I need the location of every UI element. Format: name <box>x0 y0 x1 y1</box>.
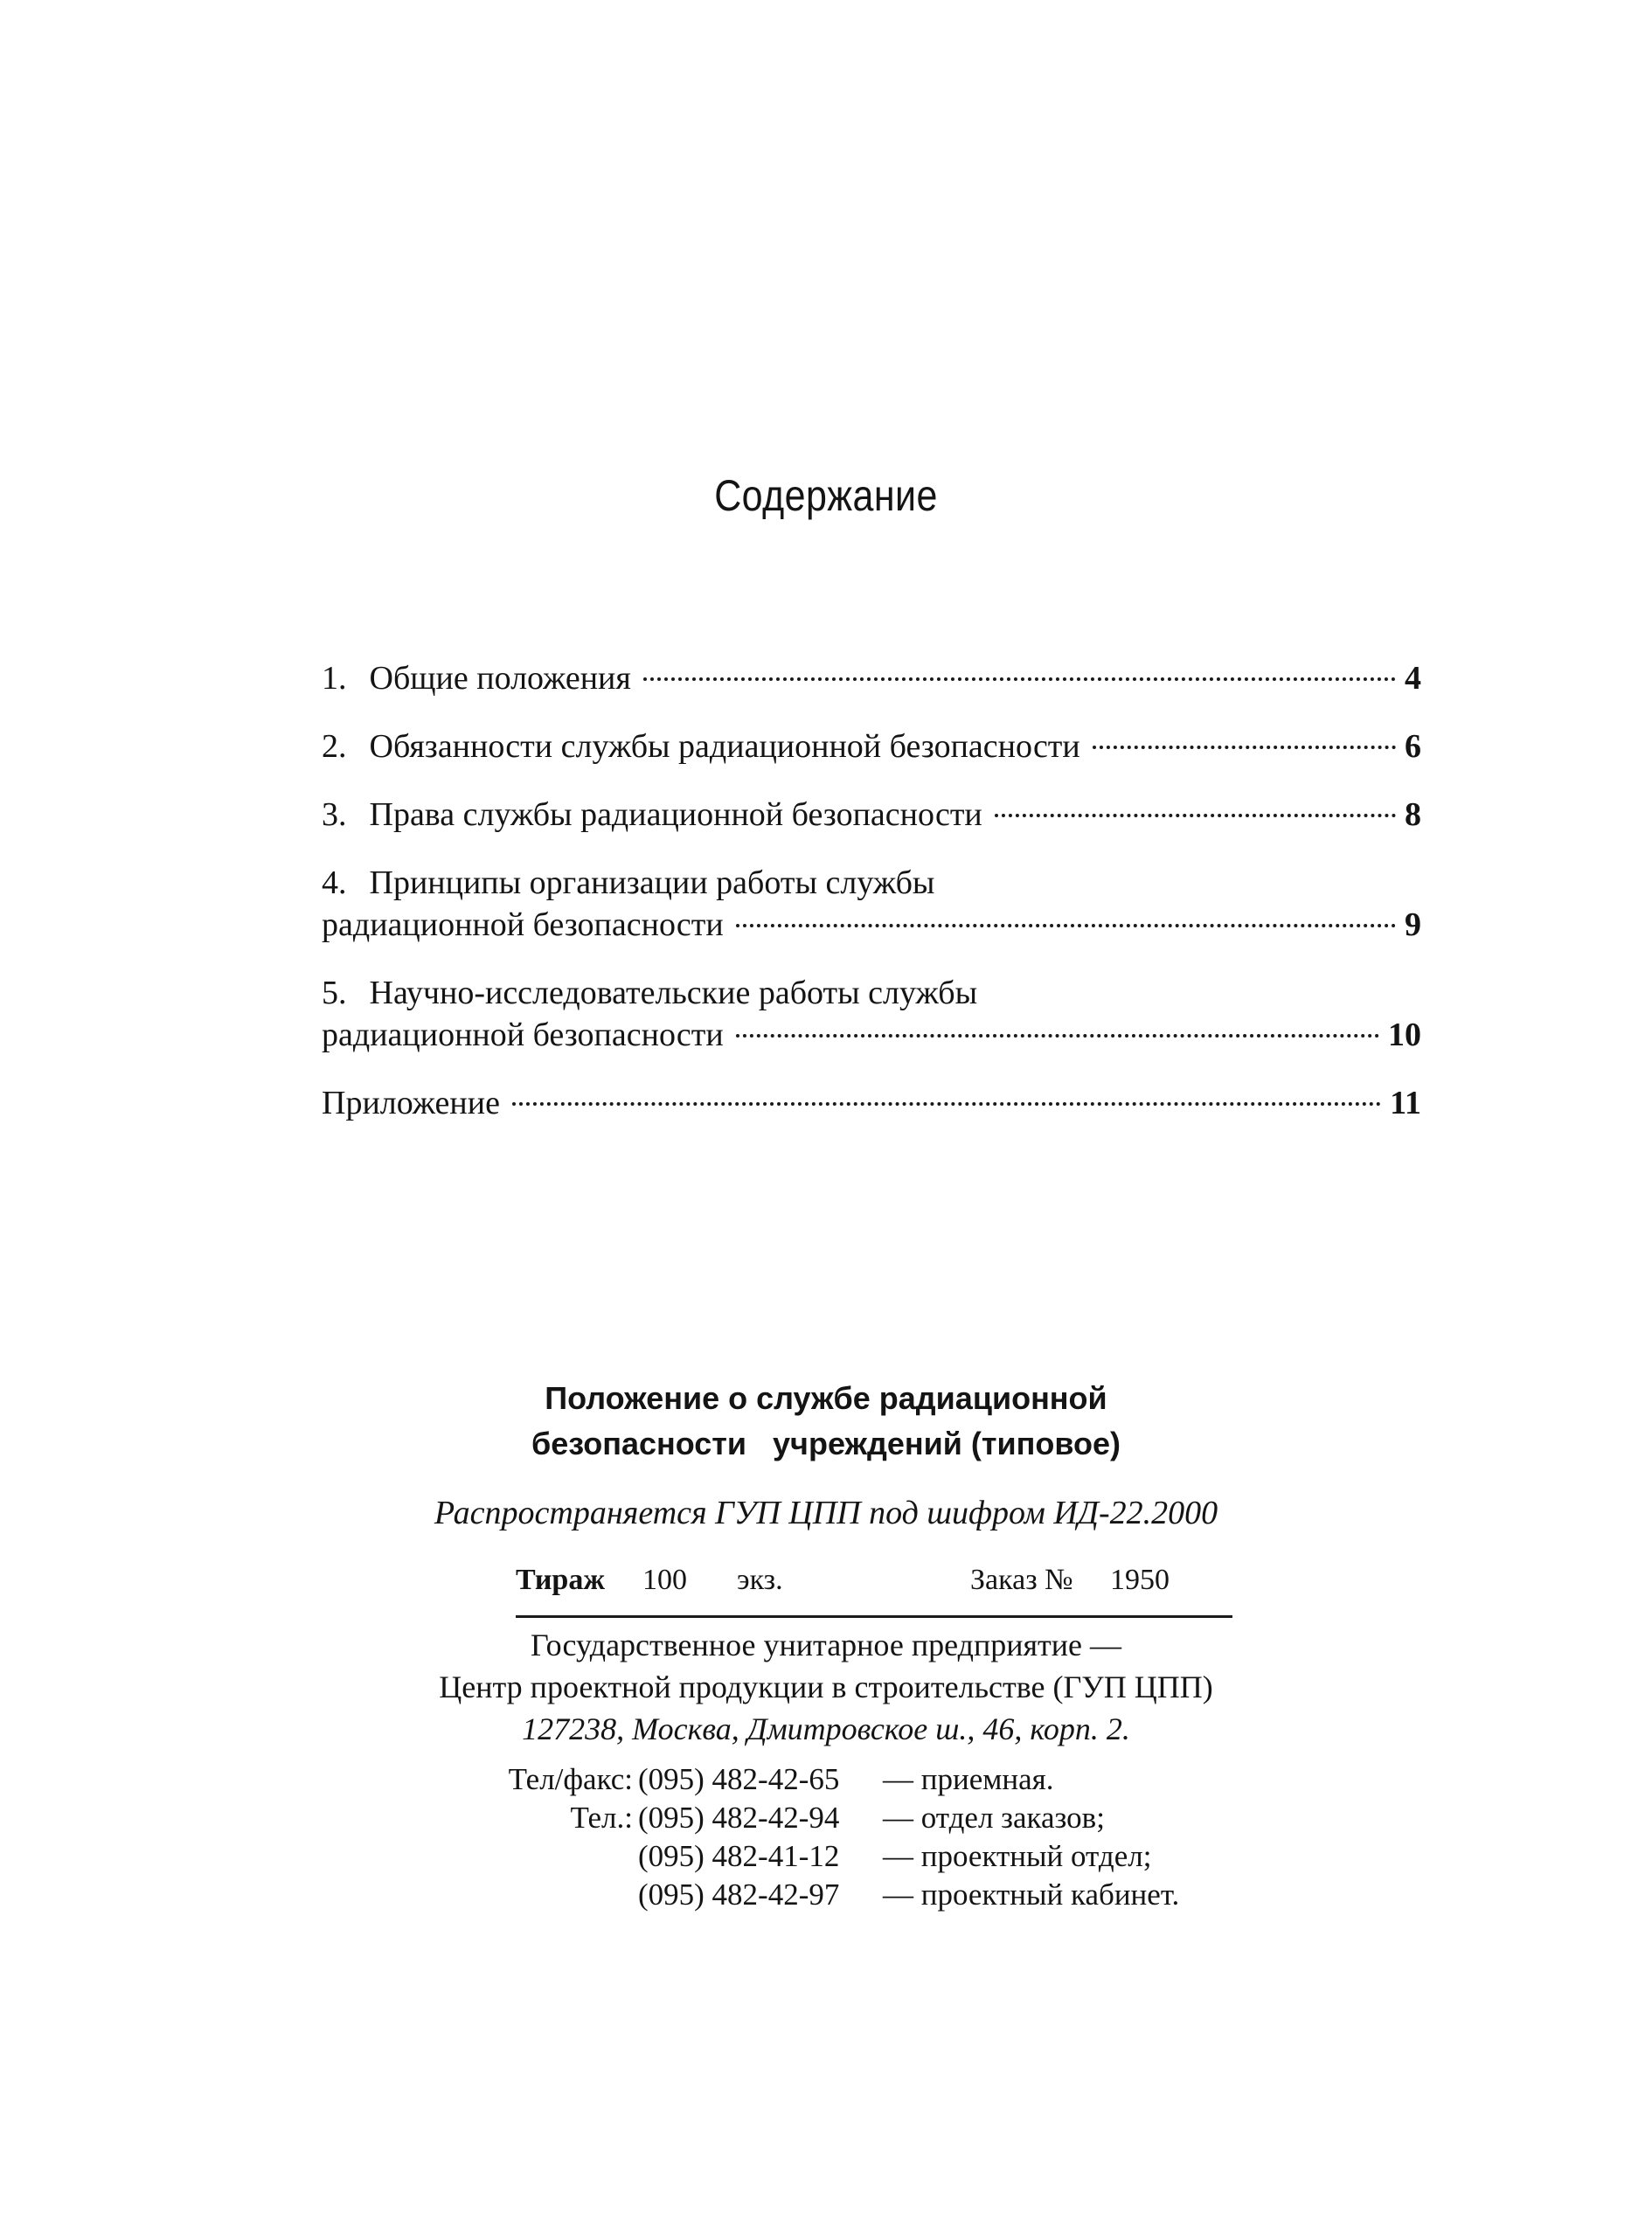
toc-dot-leader <box>995 814 1396 817</box>
toc-entry-title-continued: радиационной безопасности <box>322 1017 724 1053</box>
toc-page-number: 8 <box>1405 796 1421 833</box>
toc-page-number: 9 <box>1405 906 1421 943</box>
contact-description: — приемная. <box>883 1762 1054 1796</box>
toc-entry-number: 3. <box>322 796 347 833</box>
publisher-address: 127238, Москва, Дмитровское ш., 46, корп. 2. <box>522 1711 1130 1746</box>
toc-page-number: 4 <box>1405 660 1421 697</box>
toc-page-number: 10 <box>1388 1017 1421 1053</box>
toc-entry-3 <box>322 794 1421 836</box>
imprint-title-line: безопасности учреждений (типовое) <box>531 1426 1121 1461</box>
toc-dot-leader <box>736 1034 1379 1038</box>
toc-dot-leader <box>643 677 1396 681</box>
divider-rule <box>516 1615 1232 1618</box>
contents-title: Содержание <box>714 471 938 520</box>
toc-entry-title: Обязанности службы радиационной безопасности <box>369 728 1080 765</box>
toc-entry-title: Научно-исследовательские работы службы <box>369 975 978 1011</box>
print-run-label: Тираж <box>516 1564 605 1596</box>
toc-entry-appendix <box>322 1082 1421 1124</box>
imprint-title-line: Положение о службе радиационной <box>545 1380 1107 1416</box>
toc-entry-title: Общие положения <box>369 660 631 697</box>
print-run-value: 100 <box>642 1564 687 1596</box>
toc-entry-2 <box>322 725 1421 767</box>
publisher-name-line: Государственное унитарное предприятие — <box>530 1628 1122 1662</box>
toc-entry-title: Принципы организации работы службы <box>369 864 935 901</box>
toc-entry-number: 4. <box>322 864 347 901</box>
contact-phone: (095) 482-41-12 <box>638 1839 840 1873</box>
contact-phone: (095) 482-42-97 <box>638 1877 840 1912</box>
toc-entry-title-continued: радиационной безопасности <box>322 906 724 943</box>
publisher-block <box>0 1624 1652 1750</box>
toc-dot-leader <box>512 1102 1381 1106</box>
toc-dot-leader <box>736 924 1396 927</box>
contact-description: — проектный отдел; <box>883 1839 1152 1873</box>
print-run-unit: экз. <box>737 1564 783 1596</box>
contact-label: Тел/факс: <box>508 1762 633 1796</box>
imprint-document-title <box>0 1376 1652 1467</box>
toc-entry-title: Права службы радиационной безопасности <box>369 796 982 833</box>
toc-entry-5 <box>322 972 1421 1056</box>
contact-label: Тел.: <box>570 1801 633 1835</box>
print-run-order-row <box>516 1564 1232 1613</box>
contact-description: — проектный кабинет. <box>883 1877 1180 1912</box>
toc-entry-1 <box>322 657 1421 699</box>
contact-phone: (095) 482-42-65 <box>638 1762 840 1796</box>
toc-page-number: 6 <box>1405 728 1421 765</box>
table-of-contents <box>322 657 1421 1124</box>
order-number-label: Заказ № <box>970 1564 1073 1596</box>
toc-page-number: 11 <box>1390 1085 1421 1121</box>
toc-entry-number: 1. <box>322 660 347 697</box>
publisher-name-line: Центр проектной продукции в строительстве (ГУП ЦПП) <box>439 1669 1213 1704</box>
toc-dot-leader <box>1093 746 1396 749</box>
distribution-note: Распространяется ГУП ЦПП под шифром ИД-22.2000 <box>434 1495 1218 1531</box>
toc-entry-number: 5. <box>322 975 347 1011</box>
order-number-value: 1950 <box>1110 1564 1170 1596</box>
contact-phone: (095) 482-42-94 <box>638 1801 840 1835</box>
toc-entry-title: Приложение <box>322 1085 500 1121</box>
toc-entry-4 <box>322 862 1421 946</box>
contact-description: — отдел заказов; <box>883 1801 1105 1835</box>
toc-entry-number: 2. <box>322 728 347 765</box>
